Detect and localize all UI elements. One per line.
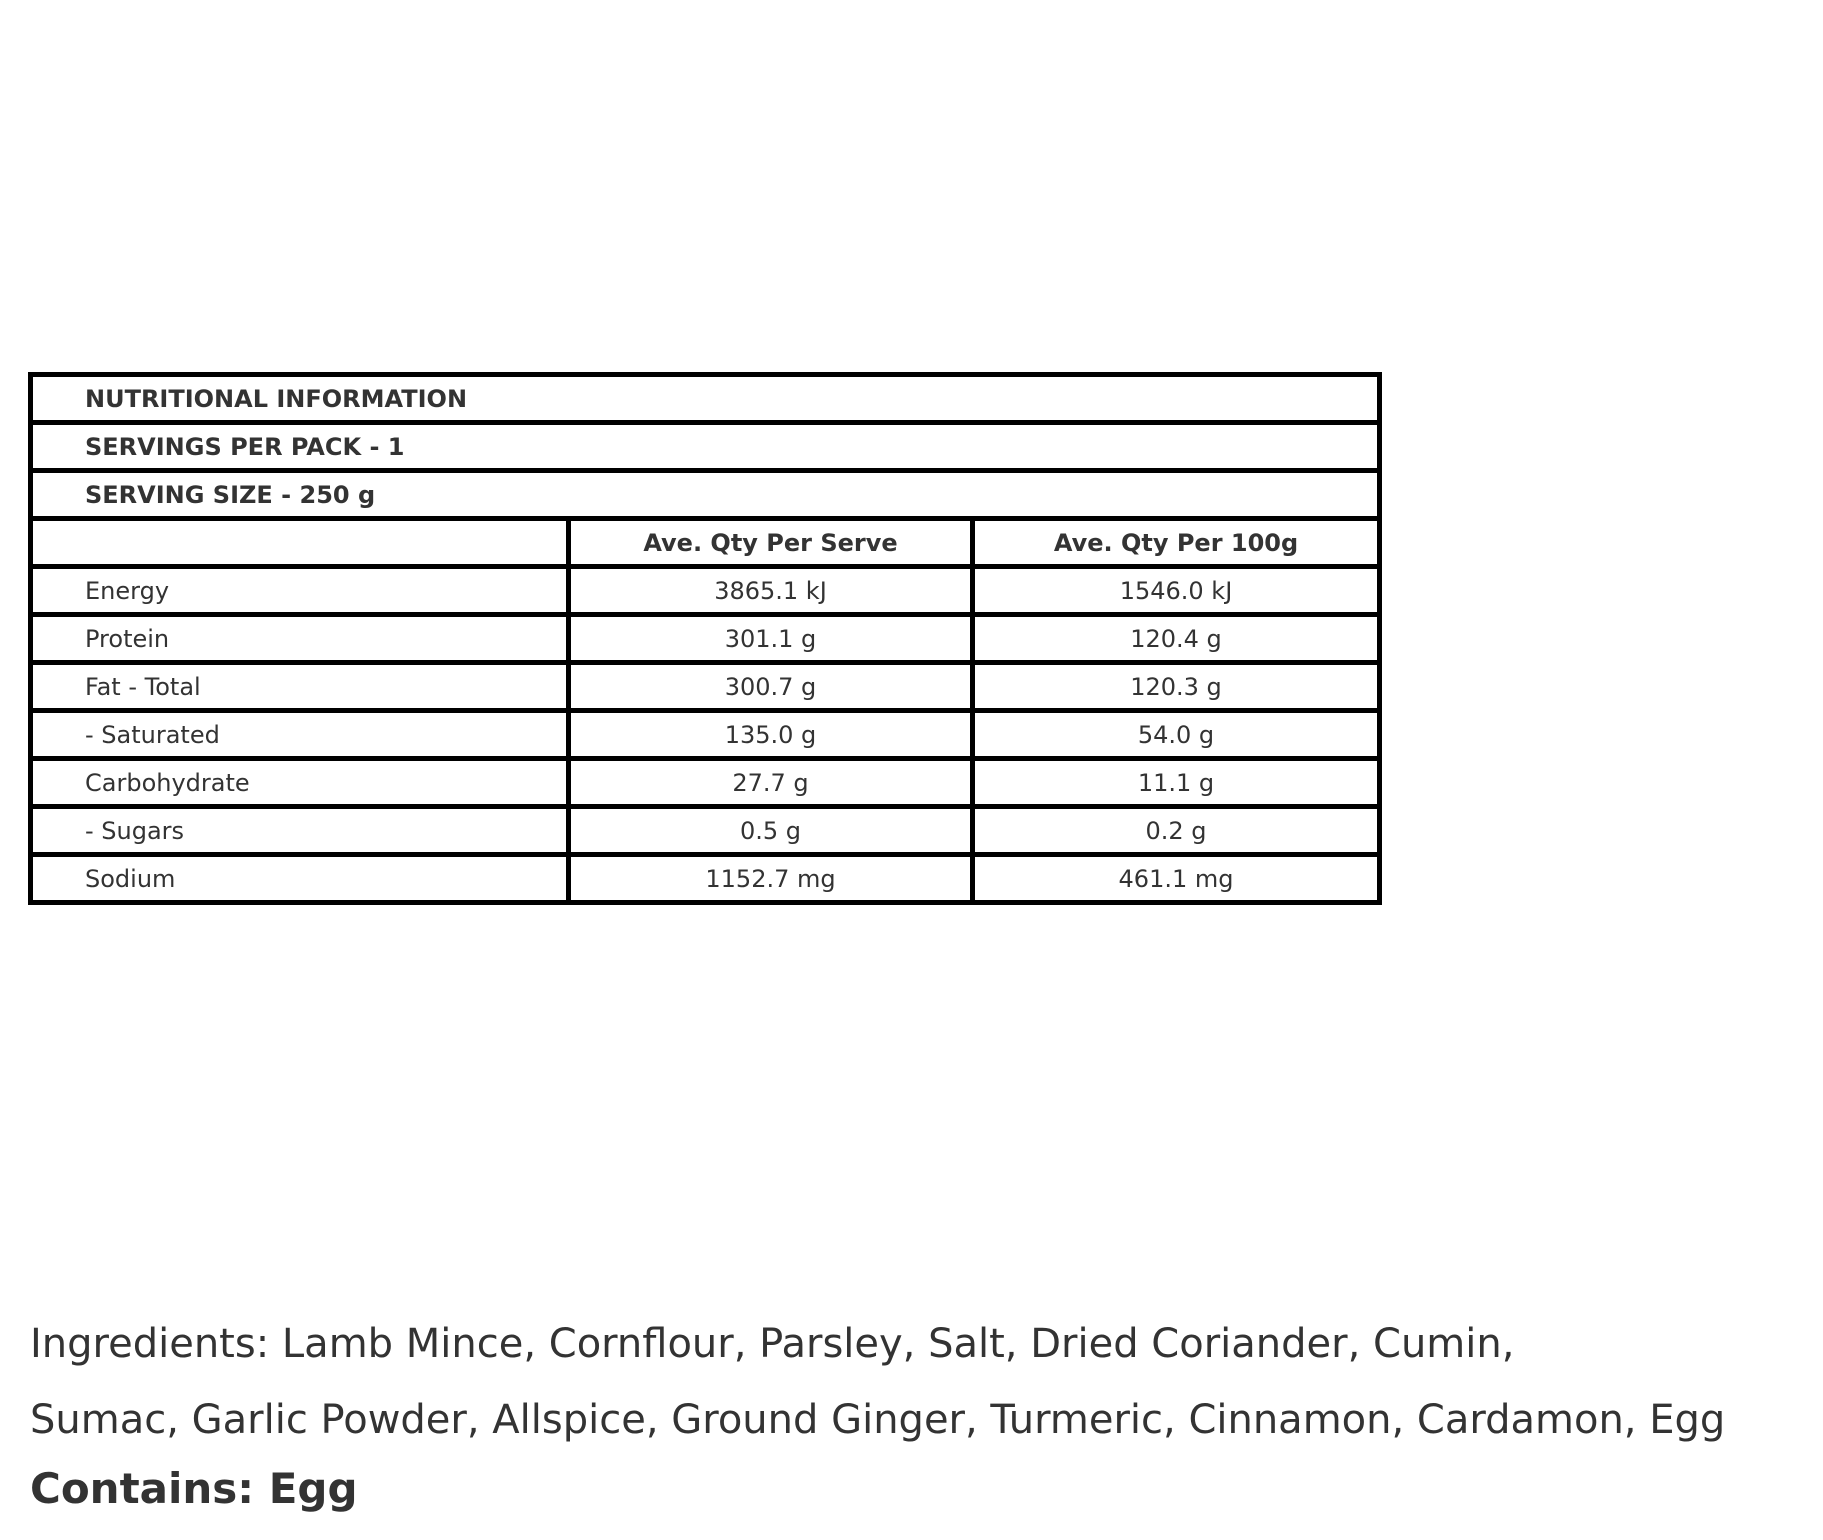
per-100g-value: 120.4 g — [973, 615, 1380, 663]
per-100g-value: 1546.0 kJ — [973, 567, 1380, 615]
servings-per-pack: SERVINGS PER PACK - 1 — [31, 423, 1380, 471]
table-row — [31, 615, 1380, 663]
nutrient-name: Protein — [31, 615, 569, 663]
table-row — [31, 807, 1380, 855]
nutrition-table — [28, 372, 1382, 905]
table-row — [31, 855, 1380, 903]
per-100g-value: 54.0 g — [973, 711, 1380, 759]
nutrient-name: Energy — [31, 567, 569, 615]
per-100g-value: 11.1 g — [973, 759, 1380, 807]
table-row — [31, 567, 1380, 615]
nutrient-name: - Saturated — [31, 711, 569, 759]
table-row — [31, 663, 1380, 711]
per-100g-value: 0.2 g — [973, 807, 1380, 855]
ingredients-line-1: Ingredients: Lamb Mince, Cornflour, Parsley, Salt, Dried Coriander, Cumin, — [30, 1321, 1515, 1367]
nutrient-name: - Sugars — [31, 807, 569, 855]
allergen-statement: Contains: Egg — [30, 1464, 358, 1513]
per-serve-value: 300.7 g — [569, 663, 973, 711]
nutrition-information-panel — [28, 372, 1377, 905]
column-header-row — [31, 519, 1380, 567]
nutrition-title: NUTRITIONAL INFORMATION — [31, 375, 1380, 423]
servings-per-pack-row — [31, 423, 1380, 471]
serving-size-row — [31, 471, 1380, 519]
ingredients-line-2: Sumac, Garlic Powder, Allspice, Ground Ginger, Turmeric, Cinnamon, Cardamon, Egg — [30, 1397, 1726, 1443]
per-100g-value: 120.3 g — [973, 663, 1380, 711]
serving-size: SERVING SIZE - 250 g — [31, 471, 1380, 519]
nutrient-name: Sodium — [31, 855, 569, 903]
per-serve-value: 1152.7 mg — [569, 855, 973, 903]
nutrition-title-row — [31, 375, 1380, 423]
nutrient-name: Carbohydrate — [31, 759, 569, 807]
per-serve-value: 135.0 g — [569, 711, 973, 759]
table-row — [31, 759, 1380, 807]
per-serve-value: 301.1 g — [569, 615, 973, 663]
ingredients-list — [30, 1306, 1810, 1458]
per-100g-value: 461.1 mg — [973, 855, 1380, 903]
nutrient-name: Fat - Total — [31, 663, 569, 711]
table-row — [31, 711, 1380, 759]
per-serve-value: 3865.1 kJ — [569, 567, 973, 615]
column-header-per-serve: Ave. Qty Per Serve — [569, 519, 973, 567]
per-serve-value: 0.5 g — [569, 807, 973, 855]
per-serve-value: 27.7 g — [569, 759, 973, 807]
column-header-blank — [31, 519, 569, 567]
column-header-per-100g: Ave. Qty Per 100g — [973, 519, 1380, 567]
